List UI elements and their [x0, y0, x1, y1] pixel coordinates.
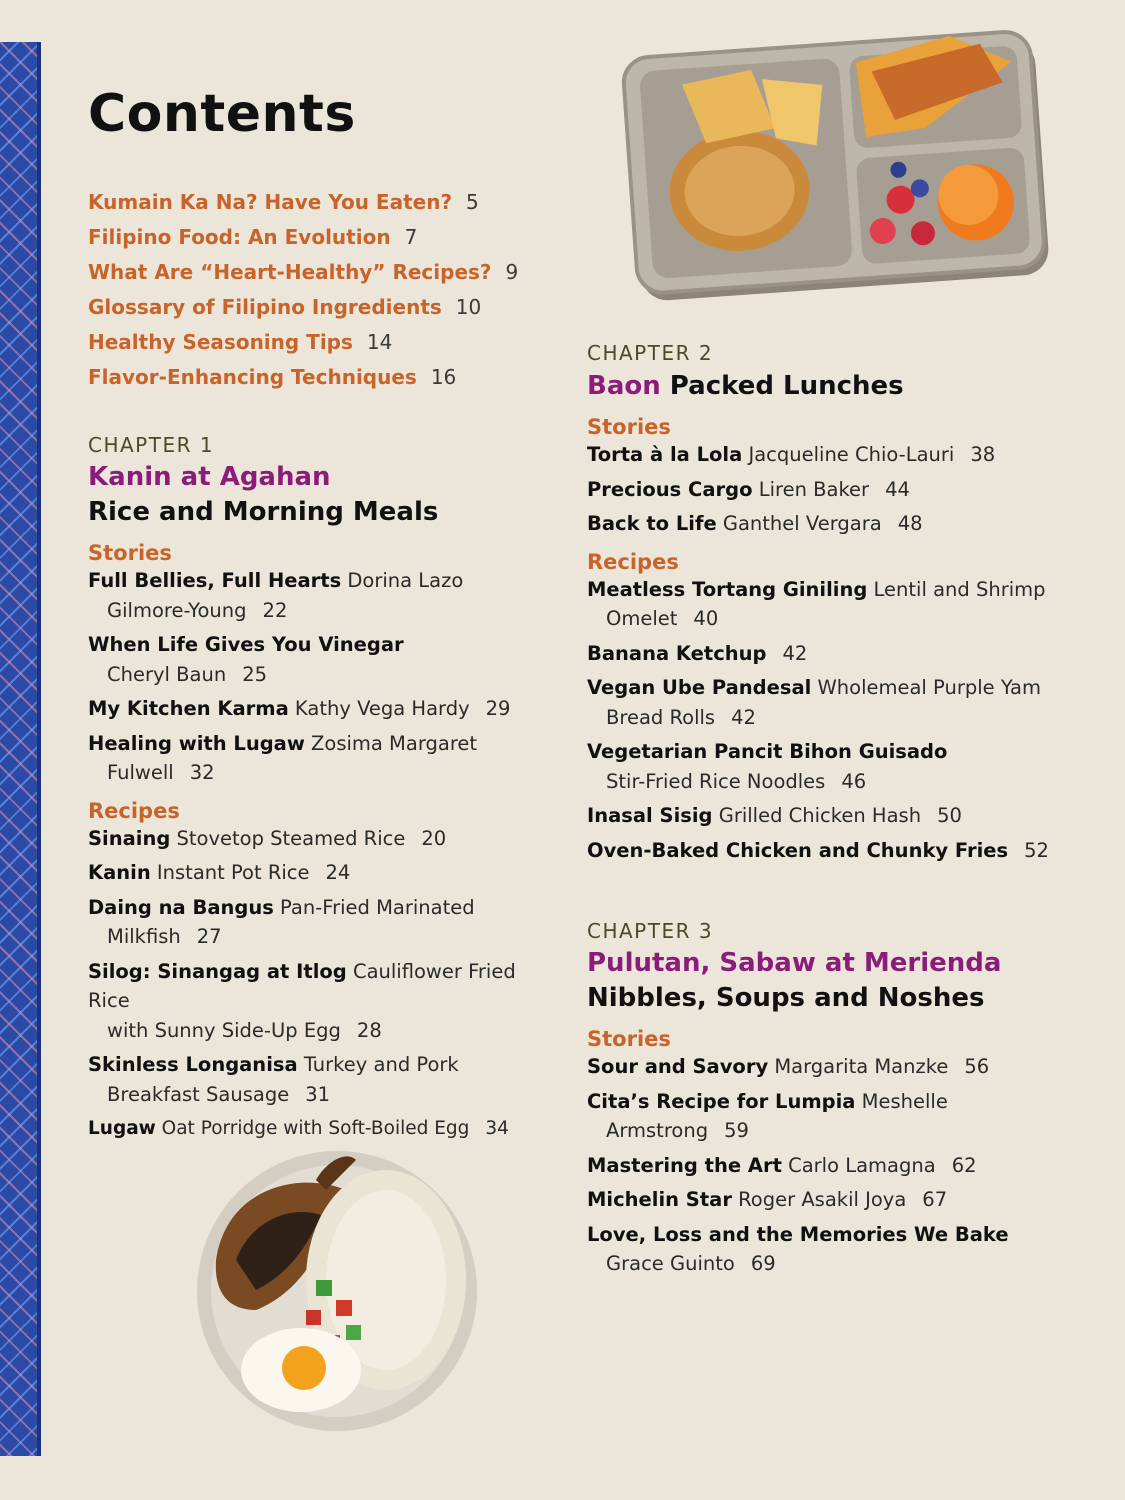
chapter-subtitle: Packed Lunches	[669, 371, 904, 401]
stories-heading: Stories	[587, 1027, 671, 1051]
recipe-entry[interactable]	[587, 801, 1057, 831]
entry-title: My Kitchen Karma	[88, 697, 289, 720]
page-number: 38	[970, 443, 996, 466]
entry-desc: Pan-Fried Marinated	[273, 895, 475, 919]
recipe-entry[interactable]	[587, 575, 1057, 634]
cucumber-cube	[316, 1280, 332, 1296]
recipe-entry[interactable]	[88, 824, 558, 854]
chapter-title: Kanin at Agahan	[88, 462, 331, 492]
entry-title: Sour and Savory	[587, 1055, 769, 1078]
chapter-subtitle: Rice and Morning Meals	[88, 497, 439, 527]
entry-desc-cont: Bread Rolls	[606, 705, 716, 729]
recipe-entry[interactable]	[587, 737, 1057, 796]
entry-title: Skinless Longanisa	[88, 1053, 298, 1076]
intro-item[interactable]	[88, 291, 518, 326]
chapter-1	[88, 430, 558, 1149]
entry-author: Cheryl Baun	[107, 662, 227, 686]
entry-title: Michelin Star	[587, 1188, 732, 1211]
intro-title: Flavor-Enhancing Techniques	[88, 365, 417, 389]
entry-author-cont: Armstrong	[606, 1119, 709, 1142]
page-number: 59	[724, 1119, 749, 1142]
page-number: 29	[485, 697, 511, 720]
page-number: 25	[242, 662, 268, 686]
story-entry[interactable]	[88, 566, 558, 625]
fried-milkfish-plate-photo	[196, 1150, 478, 1432]
entry-desc: Oat Porridge with Soft-Boiled Egg	[155, 1118, 470, 1139]
entry-desc: Grilled Chicken Hash	[712, 804, 922, 827]
entry-author: Kathy Vega Hardy	[288, 697, 470, 720]
entry-author: Ganthel Vergara	[716, 512, 882, 535]
page-number: 67	[922, 1188, 948, 1211]
entry-title: Meatless Tortang Giniling	[587, 577, 868, 601]
intro-item[interactable]	[88, 221, 518, 256]
entry-title: Back to Life	[587, 512, 717, 535]
page-number: 52	[1024, 838, 1049, 862]
page-number: 69	[750, 1252, 776, 1275]
entry-author: Grace Guinto	[606, 1252, 735, 1275]
recipe-entry[interactable]	[88, 1050, 558, 1109]
chapter-title: Pulutan, Sabaw at Merienda	[587, 948, 1002, 978]
entry-title: Daing na Bangus	[88, 895, 274, 919]
chapter-2	[587, 338, 1057, 870]
intro-title: Glossary of Filipino Ingredients	[88, 295, 442, 319]
chapter-title-row	[587, 368, 1057, 404]
story-entry[interactable]	[587, 1052, 1057, 1082]
intro-title: Kumain Ka Na? Have You Eaten?	[88, 190, 453, 214]
page-number: 40	[693, 607, 719, 630]
entry-desc-cont: Breakfast Sausage	[107, 1082, 290, 1106]
recipe-entry[interactable]	[88, 893, 558, 952]
story-entry[interactable]	[88, 630, 558, 689]
page-number: 22	[262, 598, 288, 622]
page-number: 27	[196, 925, 222, 948]
entry-desc: Lentil and Shrimp	[867, 577, 1046, 601]
chapter-3	[587, 916, 1057, 1284]
entry-author: Liren Baker	[752, 477, 870, 501]
story-entry[interactable]	[587, 1087, 1057, 1146]
entry-title: Lugaw	[88, 1118, 156, 1139]
entry-desc: Stir-Fried Rice Noodles	[606, 769, 826, 793]
story-entry[interactable]	[587, 1185, 1057, 1215]
recipe-entry[interactable]	[587, 836, 1057, 866]
entry-author-cont: Fulwell	[107, 761, 174, 784]
entry-title: Banana Ketchup	[587, 641, 767, 665]
recipes-heading: Recipes	[587, 549, 679, 574]
page-number: 42	[782, 641, 808, 665]
entry-desc-cont: Omelet	[606, 607, 678, 630]
page-number: 48	[897, 512, 923, 535]
intro-item[interactable]	[88, 361, 518, 396]
entry-title: Silog: Sinangag at Itlog	[88, 959, 347, 983]
page-title: Contents	[88, 84, 356, 144]
woven-pattern-border	[0, 42, 41, 1456]
chapter-label: CHAPTER 3	[587, 919, 714, 943]
page-number: 44	[885, 477, 910, 501]
entry-title: Vegan Ube Pandesal	[587, 676, 812, 699]
intro-title: What Are “Heart-Healthy” Recipes?	[88, 260, 492, 284]
recipe-entry[interactable]	[587, 639, 1057, 669]
page-number: 42	[731, 705, 756, 729]
page-number: 16	[430, 365, 457, 389]
page-number: 24	[325, 861, 351, 884]
chapter-title: Baon	[587, 371, 661, 401]
story-entry[interactable]	[587, 509, 1057, 539]
entry-title: Precious Cargo	[587, 477, 753, 501]
story-entry[interactable]	[88, 729, 558, 788]
entry-desc: Turkey and Pork	[297, 1053, 459, 1076]
intro-title: Filipino Food: An Evolution	[88, 225, 391, 249]
recipes-heading: Recipes	[88, 798, 180, 823]
entry-desc: Instant Pot Rice	[150, 861, 310, 884]
page-number: 56	[964, 1055, 990, 1078]
entry-author: Margarita Manzke	[768, 1055, 949, 1078]
recipe-entry[interactable]	[88, 957, 558, 1046]
entry-author: Zosima Margaret	[304, 731, 478, 755]
entry-title: Sinaing	[88, 826, 171, 850]
page-number: 10	[455, 295, 482, 319]
entry-author: Jacqueline Chio-Lauri	[742, 443, 955, 466]
entry-title: Vegetarian Pancit Bihon Guisado	[587, 740, 948, 763]
intro-item[interactable]	[88, 326, 518, 361]
page-number: 28	[356, 1018, 382, 1042]
intro-title: Healthy Seasoning Tips	[88, 330, 353, 354]
egg-yolk	[282, 1346, 326, 1390]
intro-item[interactable]	[88, 256, 518, 291]
entry-desc-cont: Milkfish	[107, 925, 181, 948]
story-entry[interactable]	[88, 694, 558, 724]
cucumber-cube	[346, 1325, 361, 1340]
entry-desc: Cauliflower Fried Rice	[88, 959, 516, 1012]
intro-list	[88, 186, 518, 396]
page-number: 7	[404, 225, 418, 249]
entry-title: Kanin	[88, 861, 151, 884]
page-number: 32	[189, 761, 215, 784]
page-number: 34	[485, 1118, 509, 1139]
intro-item[interactable]	[88, 186, 518, 221]
story-entry[interactable]	[587, 1151, 1057, 1181]
recipe-entry[interactable]	[88, 858, 558, 888]
page-number: 46	[841, 769, 867, 793]
chapter-label: CHAPTER 1	[88, 433, 215, 457]
chapter-subtitle: Nibbles, Soups and Noshes	[587, 983, 985, 1013]
entry-desc: Wholemeal Purple Yam	[811, 676, 1041, 699]
tomato-cube	[306, 1310, 321, 1325]
stories-heading: Stories	[587, 415, 671, 439]
entry-title: Love, Loss and the Memories We Bake	[587, 1222, 1009, 1246]
entry-title: Torta à la Lola	[587, 443, 743, 466]
entry-title: Oven-Baked Chicken and Chunky Fries	[587, 838, 1009, 862]
entry-author: Dorina Lazo	[341, 569, 464, 592]
page-number: 20	[421, 826, 447, 850]
stories-heading: Stories	[88, 541, 172, 565]
tomato-cube	[336, 1300, 352, 1316]
page-number: 31	[305, 1082, 331, 1106]
story-entry[interactable]	[587, 1220, 1057, 1279]
page-number: 9	[505, 260, 519, 284]
story-entry[interactable]	[587, 440, 1057, 470]
entry-author: Meshelle	[855, 1089, 948, 1113]
entry-title: Healing with Lugaw	[88, 731, 305, 755]
story-entry[interactable]	[587, 475, 1057, 505]
entry-title: Inasal Sisig	[587, 804, 713, 827]
entry-author: Carlo Lamagna	[781, 1153, 936, 1177]
entry-title: Full Bellies, Full Hearts	[88, 569, 342, 592]
page-number: 5	[466, 190, 479, 214]
page-number: 62	[951, 1153, 977, 1177]
entry-title: Cita’s Recipe for Lumpia	[587, 1089, 856, 1113]
page-number: 14	[366, 330, 393, 354]
entry-title: Mastering the Art	[587, 1153, 782, 1177]
lunch-tray-photo	[619, 20, 1056, 311]
recipe-entry[interactable]	[88, 1114, 558, 1144]
page-number: 50	[937, 804, 962, 827]
entry-desc-cont: with Sunny Side-Up Egg	[107, 1018, 341, 1042]
entry-author-cont: Gilmore-Young	[107, 598, 247, 622]
entry-desc: Stovetop Steamed Rice	[170, 826, 406, 850]
chapter-label: CHAPTER 2	[587, 341, 714, 365]
recipe-entry[interactable]	[587, 673, 1057, 732]
entry-author: Roger Asakil Joya	[731, 1188, 907, 1211]
entry-title: When Life Gives You Vinegar	[88, 633, 404, 656]
